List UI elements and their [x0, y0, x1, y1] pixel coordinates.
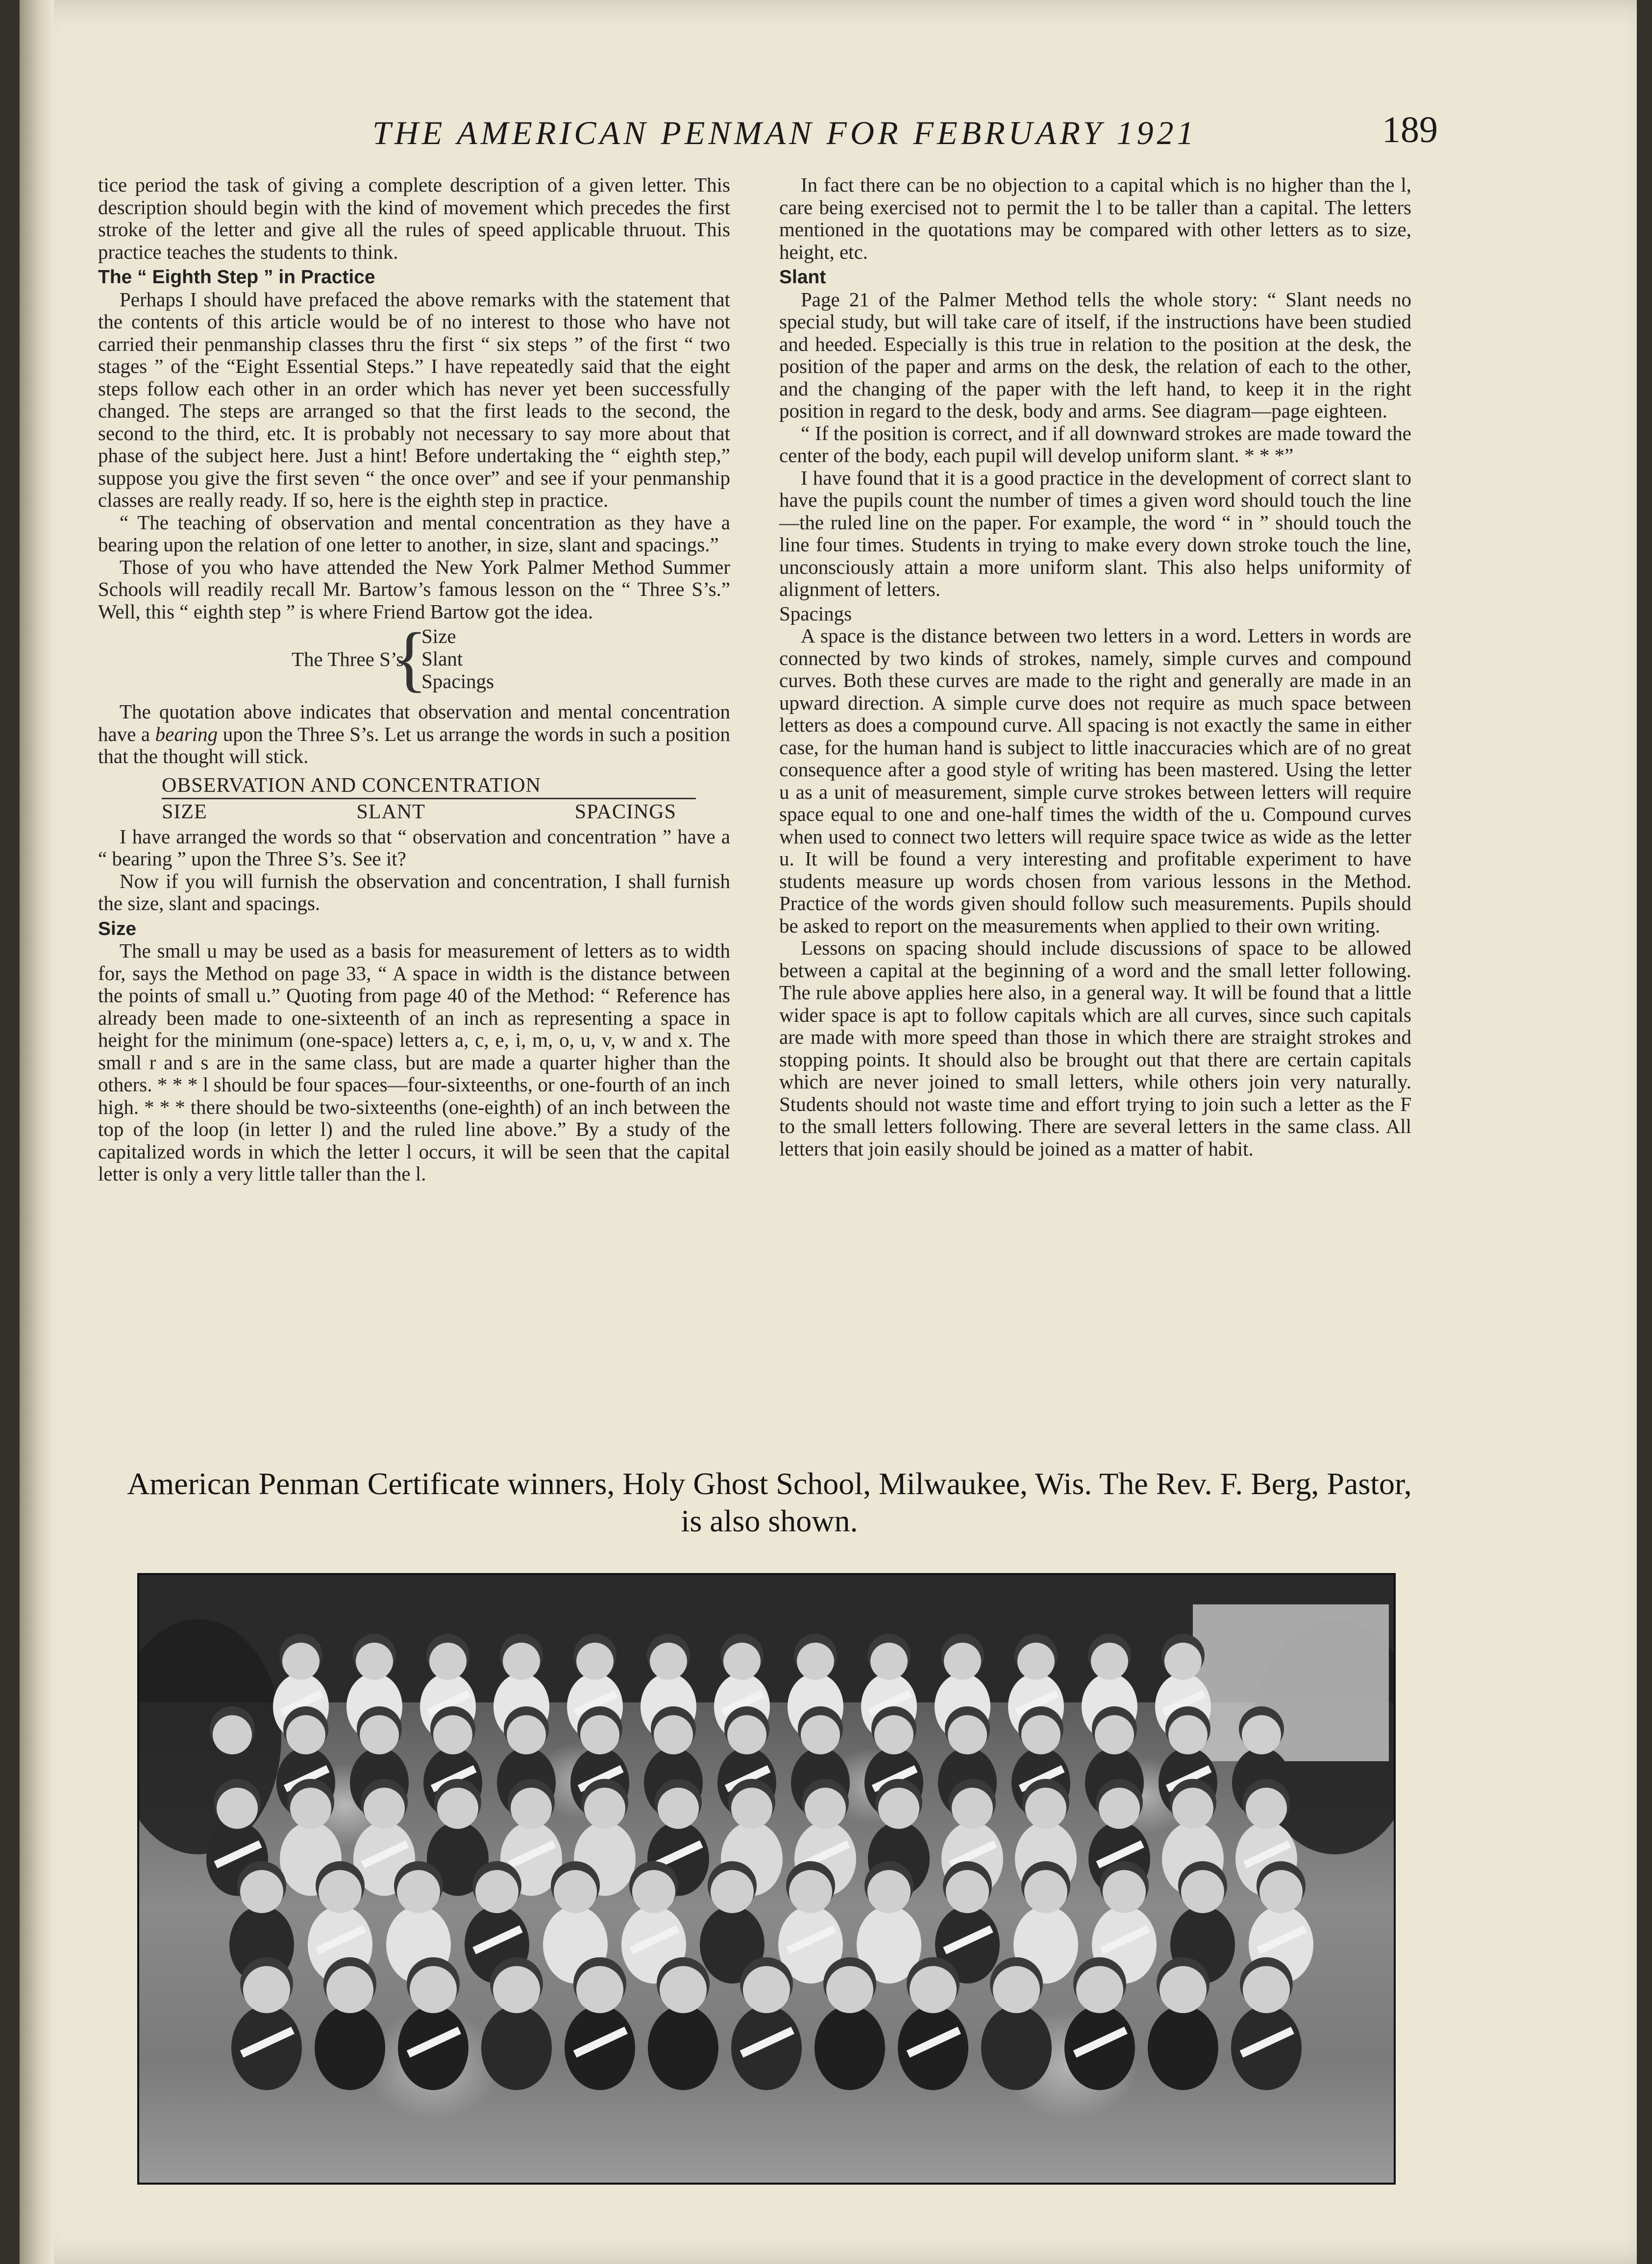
person-body	[398, 2005, 468, 2090]
paragraph: Those of you who have attended the New York Palmer Method Summer Schools will readily recall Mr. Bartow’s famous lesson on the “ Three S’s.” Well, this “ eighth step ” is where Friend Bartow got the idea.	[98, 555, 730, 623]
text-run: The quotation above indicates that observation and mental concentration have a	[98, 700, 730, 745]
person-face	[711, 1870, 754, 1913]
person-face	[867, 1870, 911, 1913]
person-face	[511, 1788, 552, 1829]
group-photo	[137, 1573, 1396, 2185]
person-face	[1025, 1788, 1066, 1829]
person-face	[1099, 1788, 1140, 1829]
three-s-item: Slant	[421, 647, 463, 670]
running-header: THE AMERICAN PENMAN FOR FEBRUARY 1921	[372, 114, 1197, 151]
person-face	[213, 1715, 252, 1754]
person-face	[1095, 1715, 1134, 1754]
person-face	[1021, 1715, 1060, 1754]
section-heading-size: Size	[98, 918, 137, 939]
person-face	[364, 1788, 405, 1829]
person-face	[952, 1788, 993, 1829]
right-column	[779, 174, 1411, 1424]
person-face	[580, 1715, 619, 1754]
caption-line: American Penman Certificate winners, Holy Ghost School, Milwaukee, Wis. The Rev. F. Berg, Pastor,	[127, 1466, 1412, 1501]
person-body	[1064, 2005, 1135, 2090]
person-body	[731, 2005, 802, 2090]
person-face	[805, 1788, 846, 1829]
person-face	[660, 1966, 707, 2013]
person-face	[1246, 1788, 1287, 1829]
page-number: 189	[1382, 109, 1438, 150]
person-face	[576, 1643, 614, 1680]
paragraph: Now if you will furnish the observation and concentration, I shall furnish the size, slant and spacings.	[98, 869, 730, 914]
person-face	[874, 1715, 913, 1754]
person-face	[356, 1643, 393, 1680]
person-face	[946, 1870, 989, 1913]
person-face	[507, 1715, 546, 1754]
person-face	[1076, 1966, 1123, 2013]
text-run: upon the Three S’s. Let us arrange the words in such a position that the thought will stick.	[98, 722, 730, 767]
caption-line: is also shown.	[681, 1503, 858, 1538]
person-face	[493, 1966, 540, 2013]
person-face	[1103, 1870, 1146, 1913]
person-face	[576, 1966, 623, 2013]
three-s-item: Size	[421, 625, 456, 647]
paragraph	[98, 701, 730, 768]
paragraph: The small u may be used as a basis for measurement of letters as to width for, says the Method on page 33, “ A space in width is the distance between the points of small u.” Quoting from page 40 of the Method: “ Reference has already been made to one-sixteenth of an inch as representing a space in height for the minimum (one-space) letters a, c, e, i, m, o, u, v, w and x. The small r and s are in the same class, but are made a quarter higher than the others. * * * l should be four spaces—four-sixteenths, or one-fourth of an inch high. * * * there should be two-sixteenths (one-eighth) of an inch between the top of the loop (in letter l) and the ruled line above.” By a study of the capitalized words in which the letter l occurs, it will be seen that the capital letter is only a very little taller than the l.	[98, 939, 730, 1185]
three-s-label: The Three S’s	[292, 648, 404, 670]
person-face	[993, 1966, 1040, 2013]
person-body	[565, 2005, 635, 2090]
person-face	[290, 1788, 331, 1829]
observation-cell: SIZE	[162, 801, 207, 823]
person-face	[282, 1643, 320, 1680]
person-face	[1017, 1643, 1055, 1680]
person-face	[944, 1643, 981, 1680]
person-face	[217, 1788, 258, 1829]
person-face	[797, 1643, 834, 1680]
paragraph: A space is the distance between two letters in a word. Letters in words are connected by two kinds of strokes, namely, simple curves and compound curves. Both these curves are made to the right and generally are made in an upward direction. A simple curve does not require as much space between letters as does a compound curve. All spacing is not exactly the same in either case, for the human hand is subject to little inaccuracies which are of no great consequence after a good style of writing has been mastered. Using the letter u as a unit of measurement, simple curve strokes between letters will require space equal to one and one-half times the width of the u. Compound curves when used to connect two letters will require space twice as wide as the letter u. It will be found a very interesting and profitable experiment to have students measure up words chosen from various lessons in the Method. Practice of the words given should follow such measurements. Pupils should be asked to report on the measurements when applied to their own writing.	[779, 624, 1411, 937]
paragraph: In fact there can be no objection to a capital which is no higher than the l, care being exercised not to permit the l to be taller than a capital. The letters mentioned in the quotations may be compared with other letters as to size, height, etc.	[779, 173, 1411, 263]
person-face	[1172, 1788, 1213, 1829]
paragraph: Perhaps I should have prefaced the above remarks with the statement that the contents of this article would be of no interest to those who have not carried their penmanship classes thru the first “ six steps ” of the first “ two stages ” of the “Eight Essential Steps.” I have repeatedly said that the eight steps follow each other in an order which has never yet been successfully changed. The steps are arranged so that the first leads to the second, the second to the third, etc. It is probably not necessary to say more about that phase of the subject here. Just a hint! Before undertaking the “ eighth step,” suppose you give the first seven “ the once over” and see if your penmanship classes are really ready. If so, here is the eighth step in practice.	[98, 288, 730, 511]
person-face	[1168, 1715, 1208, 1754]
person-face	[654, 1715, 693, 1754]
left-column	[98, 174, 730, 1424]
person-face	[554, 1870, 597, 1913]
section-heading-spacings: Spacings	[779, 602, 852, 625]
person-face	[1181, 1870, 1224, 1913]
person-face	[826, 1966, 873, 2013]
person-body	[648, 2005, 718, 2090]
person-body	[1231, 2005, 1302, 2090]
person-face	[410, 1966, 457, 2013]
person-face	[878, 1788, 919, 1829]
person-body	[231, 2005, 302, 2090]
section-heading-slant: Slant	[779, 267, 826, 288]
brace-glyph: {	[392, 618, 427, 699]
person-face	[429, 1643, 467, 1680]
person-face	[731, 1788, 772, 1829]
person-body	[814, 2005, 885, 2090]
observation-cell: SLANT	[356, 801, 425, 823]
person-face	[433, 1715, 472, 1754]
person-face	[1091, 1643, 1128, 1680]
person-body	[315, 2005, 385, 2090]
photo-caption	[88, 1465, 1451, 1540]
person-body	[981, 2005, 1052, 2090]
person-face	[1259, 1870, 1303, 1913]
person-body	[898, 2005, 968, 2090]
person-face	[1242, 1715, 1281, 1754]
page-binding-edge	[20, 0, 54, 2264]
person-face	[319, 1870, 362, 1913]
person-face	[743, 1966, 790, 2013]
person-face	[243, 1966, 290, 2013]
person-face	[1243, 1966, 1290, 2013]
paragraph: tice period the task of giving a complete description of a given letter. This description should begin with the kind of movement which precedes the first stroke of the letter and give all the rules of speed applicable thruout. This practice teaches the students to think.	[98, 173, 730, 263]
person-face	[801, 1715, 840, 1754]
person-face	[584, 1788, 625, 1829]
quotation-paragraph: “ The teaching of observation and mental concentration as they have a bearing upon the relation of one letter to another, in size, slant and spacings.”	[98, 511, 730, 556]
person-face	[503, 1643, 540, 1680]
person-face	[723, 1643, 761, 1680]
paragraph: Page 21 of the Palmer Method tells the whole story: “ Slant needs no special study, but will take care of itself, if the instructions have been studied and heeded. Especially is this true in relation to the position at the desk, the position of the paper and arms on the desk, the relation of each to the other, and the changing of the paper with the left hand, to keep it in the right position in regard to the desk, body and arms. See diagram—page eighteen.	[779, 288, 1411, 422]
person-face	[475, 1870, 518, 1913]
person-face	[870, 1643, 908, 1680]
section-heading-eighth-step: The “ Eighth Step ” in Practice	[98, 267, 375, 288]
person-face	[1159, 1966, 1207, 2013]
person-face	[240, 1870, 283, 1913]
person-face	[1024, 1870, 1067, 1913]
observation-title: OBSERVATION AND CONCENTRATION	[162, 775, 696, 800]
observation-diagram	[98, 775, 730, 824]
person-body	[481, 2005, 552, 2090]
quotation-paragraph: “ If the position is correct, and if all downward strokes are made toward the center of the body, each pupil will develop uniform slant. * * *”	[779, 421, 1411, 467]
paragraph: Lessons on spacing should include discussions of space to be allowed between a capital at the beginning of a word and the small letter following. The rule above applies here also, in a general way. It will be found that a little wider space is apt to follow capitals which are all curves, since such capitals are made with more speed than those in which there are straight strokes and stopping points. It should also be brought out that there are certain capitals which are never joined to small letters, while others join very naturally. Students should not waste time and effort trying to join such a letter as the F to the small letters following. There are several letters in the same class. All letters that join easily should be joined as a matter of habit.	[779, 936, 1411, 1160]
emphasis-word: bearing	[155, 722, 218, 745]
person-face	[360, 1715, 399, 1754]
three-s-figure	[98, 618, 730, 699]
person-face	[789, 1870, 832, 1913]
person-face	[948, 1715, 987, 1754]
three-s-item: Spacings	[421, 670, 494, 692]
photo-illustration	[139, 1575, 1394, 2183]
observation-cell: SPACINGS	[574, 801, 676, 823]
person-face	[286, 1715, 325, 1754]
paragraph: I have arranged the words so that “ observation and concentration ” have a “ bearing ” upon the Three S’s. See it?	[98, 825, 730, 870]
three-s-list	[421, 625, 494, 692]
observation-row	[162, 801, 676, 824]
person-face	[727, 1715, 766, 1754]
person-face	[910, 1966, 957, 2013]
person-body	[1148, 2005, 1218, 2090]
person-face	[650, 1643, 687, 1680]
person-face	[397, 1870, 440, 1913]
person-face	[632, 1870, 675, 1913]
person-face	[326, 1966, 373, 2013]
person-face	[437, 1788, 478, 1829]
person-face	[658, 1788, 699, 1829]
person-face	[1164, 1643, 1202, 1680]
paragraph: I have found that it is a good practice in the development of correct slant to have the pupils count the number of times a given word should touch the line—the ruled line on the paper. For example, the word “ in ” should touch the line four times. Students in trying to make every down stroke touch the line, unconsciously attain a more uniform slant. This also helps uniformity of alignment of letters.	[779, 466, 1411, 600]
